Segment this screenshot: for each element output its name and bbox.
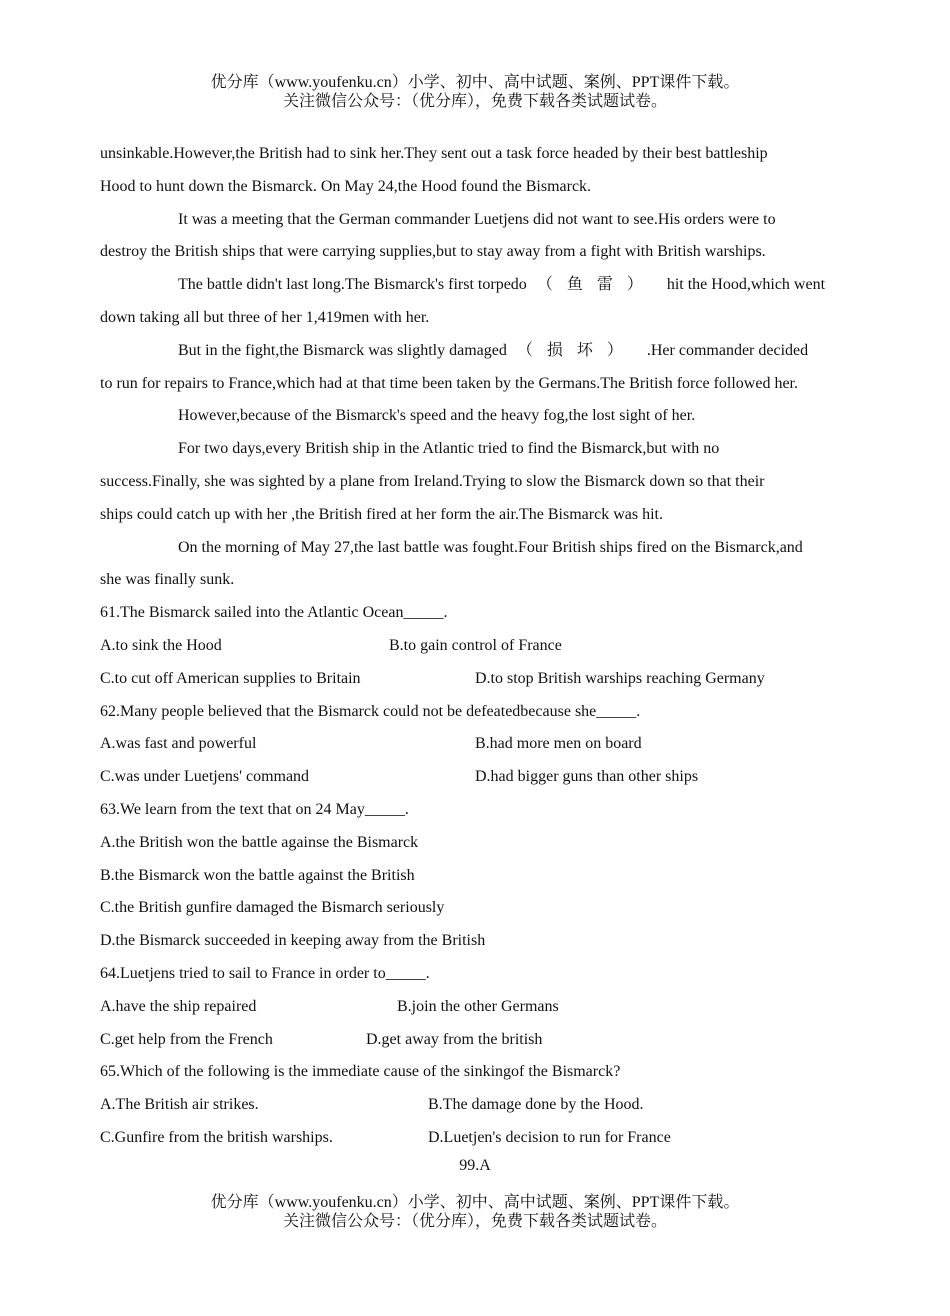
question-stem: 62.Many people believed that the Bismarck could not be defeatedbecause she_____.: [100, 702, 641, 720]
option-a: A.have the ship repaired: [100, 997, 257, 1015]
option-a: A.the British won the battle againse the Bismarck: [100, 833, 419, 851]
question-stem: 64.Luetjens tried to sail to France in order to_____.: [100, 964, 430, 982]
passage-line: It was a meeting that the German commander Luetjens did not want to see.His orders were to: [178, 210, 776, 228]
passage-line: destroy the British ships that were carrying supplies,but to stay away from a fight with British warships.: [100, 243, 766, 261]
passage-text: hit the Hood,which went: [666, 276, 826, 294]
option-row: [100, 761, 852, 794]
option-c: C.to cut off American supplies to Britain: [100, 669, 361, 687]
question-stem: 63.We learn from the text that on 24 May_____.: [100, 800, 409, 818]
option-b: B.had more men on board: [475, 735, 642, 753]
passage-line: For two days,every British ship in the Atlantic tried to find the Bismarck,but with no: [178, 440, 720, 458]
gloss-torpedo: （鱼雷）: [536, 276, 657, 294]
option-row: [100, 728, 852, 761]
passage-line: ships could catch up with her ,the British fired at her form the air.The Bismarck was hit.: [100, 505, 663, 523]
gloss-damaged: （损坏）: [516, 341, 637, 359]
passage-line: down taking all but three of her 1,419men with her.: [100, 308, 430, 326]
passage-line: [100, 335, 852, 368]
option-row: [100, 630, 852, 663]
option-row: [100, 1024, 852, 1057]
option-row: [100, 1089, 852, 1122]
option-c: C.was under Luetjens' command: [100, 768, 310, 786]
option-d: D.to stop British warships reaching Germany: [475, 669, 765, 687]
passage-line: to run for repairs to France,which had at that time been taken by the Germans.The British force followed her.: [100, 374, 798, 392]
footer-line-1: 优分库（www.youfenku.cn）小学、初中、高中试题、案例、PPT课件下载。: [210, 1194, 740, 1211]
option-b: B.to gain control of France: [389, 636, 562, 654]
passage-line: she was finally sunk.: [100, 571, 235, 589]
question-stem: 61.The Bismarck sailed into the Atlantic Ocean_____.: [100, 604, 448, 622]
option-row: [100, 663, 852, 696]
option-d: D.get away from the british: [366, 1030, 543, 1048]
option-b: B.join the other Germans: [397, 997, 559, 1015]
page-footer: [0, 1193, 950, 1231]
option-c: C.the British gunfire damaged the Bismarch seriously: [100, 899, 445, 917]
option-c: C.Gunfire from the british warships.: [100, 1128, 333, 1146]
option-c: C.get help from the French: [100, 1030, 273, 1048]
option-d: D.the Bismarck succeeded in keeping away from the British: [100, 932, 486, 950]
option-a: A.The British air strikes.: [100, 1096, 259, 1114]
page-number: 99.A: [459, 1157, 491, 1174]
option-d: D.had bigger guns than other ships: [475, 768, 699, 786]
option-b: B.The damage done by the Hood.: [428, 1096, 644, 1114]
header-line-1: 优分库（www.youfenku.cn）小学、初中、高中试题、案例、PPT课件下载。: [210, 74, 740, 91]
page-header: [0, 73, 950, 111]
passage-text: The battle didn't last long.The Bismarck's first torpedo: [178, 276, 527, 294]
option-a: A.to sink the Hood: [100, 636, 222, 654]
header-line-2: 关注微信公众号：（优分库），免费下载各类试题试卷。: [282, 93, 667, 110]
passage-line: success.Finally, she was sighted by a plane from Ireland.Trying to slow the Bismarck down so that their: [100, 472, 765, 490]
passage-line: However,because of the Bismarck's speed and the heavy fog,the lost sight of her.: [178, 407, 696, 425]
passage-text: But in the fight,the Bismarck was slightly damaged: [178, 341, 507, 359]
passage-line: unsinkable.However,the British had to sink her.They sent out a task force headed by their best battleship: [100, 145, 768, 162]
passage-text: .Her commander decided: [646, 341, 809, 359]
document-body: [100, 138, 852, 1155]
passage-line: On the morning of May 27,the last battle was fought.Four British ships fired on the Bismarck,and: [178, 538, 803, 556]
option-d: D.Luetjen's decision to run for France: [428, 1128, 671, 1146]
option-a: A.was fast and powerful: [100, 735, 257, 753]
passage-line: [100, 269, 852, 302]
footer-line-2: 关注微信公众号：（优分库），免费下载各类试题试卷。: [282, 1213, 667, 1230]
option-b: B.the Bismarck won the battle against the British: [100, 866, 415, 884]
question-stem: 65.Which of the following is the immediate cause of the sinkingof the Bismarck?: [100, 1063, 621, 1081]
option-row: [100, 991, 852, 1024]
passage-line: Hood to hunt down the Bismarck. On May 24,the Hood found the Bismarck.: [100, 177, 592, 195]
